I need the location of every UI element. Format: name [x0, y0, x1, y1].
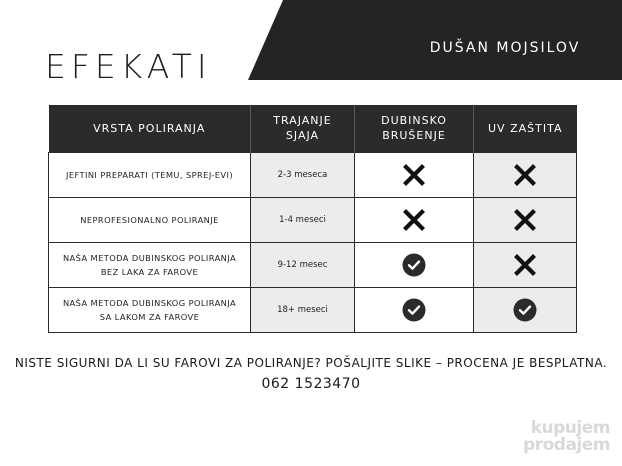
check-circle-icon [402, 253, 426, 277]
polish-type-cell: NAŠA METODA DUBINSKOG POLIRANJA SA LAKOM ZA FAROVE [49, 287, 251, 332]
polish-type-cell: NAŠA METODA DUBINSKOG POLIRANJA BEZ LAKA ZA FAROVE [49, 242, 251, 287]
uv-protection-cell [474, 152, 577, 197]
cross-icon [513, 208, 537, 232]
uv-protection-cell [474, 197, 577, 242]
table-row [49, 197, 577, 242]
deep-sanding-cell [355, 197, 474, 242]
polish-type-cell: JEFTINI PREPARATI (TEMU, SPREJ-EVI) [49, 152, 251, 197]
uv-protection-cell [474, 287, 577, 332]
polish-type-cell: NEPROFESIONALNO POLIRANJE [49, 197, 251, 242]
table-row [49, 152, 577, 197]
call-to-action: NISTE SIGURNI DA LI SU FAROVI ZA POLIRANJE? POŠALJITE SLIKE – PROCENA JE BESPLATNA. [14, 356, 608, 370]
phone-number[interactable]: 062 1523470 [261, 376, 361, 392]
deep-sanding-cell [355, 287, 474, 332]
check-circle-icon [513, 298, 537, 322]
duration-cell: 2-3 meseca [251, 152, 355, 197]
column-header-uv-protection: UV ZAŠTITA [474, 105, 577, 152]
uv-protection-cell [474, 242, 577, 287]
cross-icon [402, 208, 426, 232]
cross-icon [513, 253, 537, 277]
check-circle-icon [402, 298, 426, 322]
comparison-table [48, 105, 577, 333]
watermark-logo [518, 420, 610, 454]
deep-sanding-cell [355, 152, 474, 197]
column-header-type: VRSTA POLIRANJA [49, 105, 251, 152]
cross-icon [513, 163, 537, 187]
page-title: EFEKATI [45, 47, 212, 86]
cross-icon [402, 163, 426, 187]
watermark-line: kupujem [530, 418, 610, 438]
column-header-duration: TRAJANJE SJAJA [251, 105, 355, 152]
watermark-line: prodajem [523, 435, 610, 455]
brand-name: DUŠAN MOJSILOV [429, 40, 581, 56]
duration-cell: 9-12 mesec [251, 242, 355, 287]
table-header-row [49, 105, 577, 152]
column-header-deep-sanding: DUBINSKO BRUŠENJE [355, 105, 474, 152]
duration-cell: 18+ meseci [251, 287, 355, 332]
duration-cell: 1-4 meseci [251, 197, 355, 242]
deep-sanding-cell [355, 242, 474, 287]
table-row [49, 287, 577, 332]
table-row [49, 242, 577, 287]
